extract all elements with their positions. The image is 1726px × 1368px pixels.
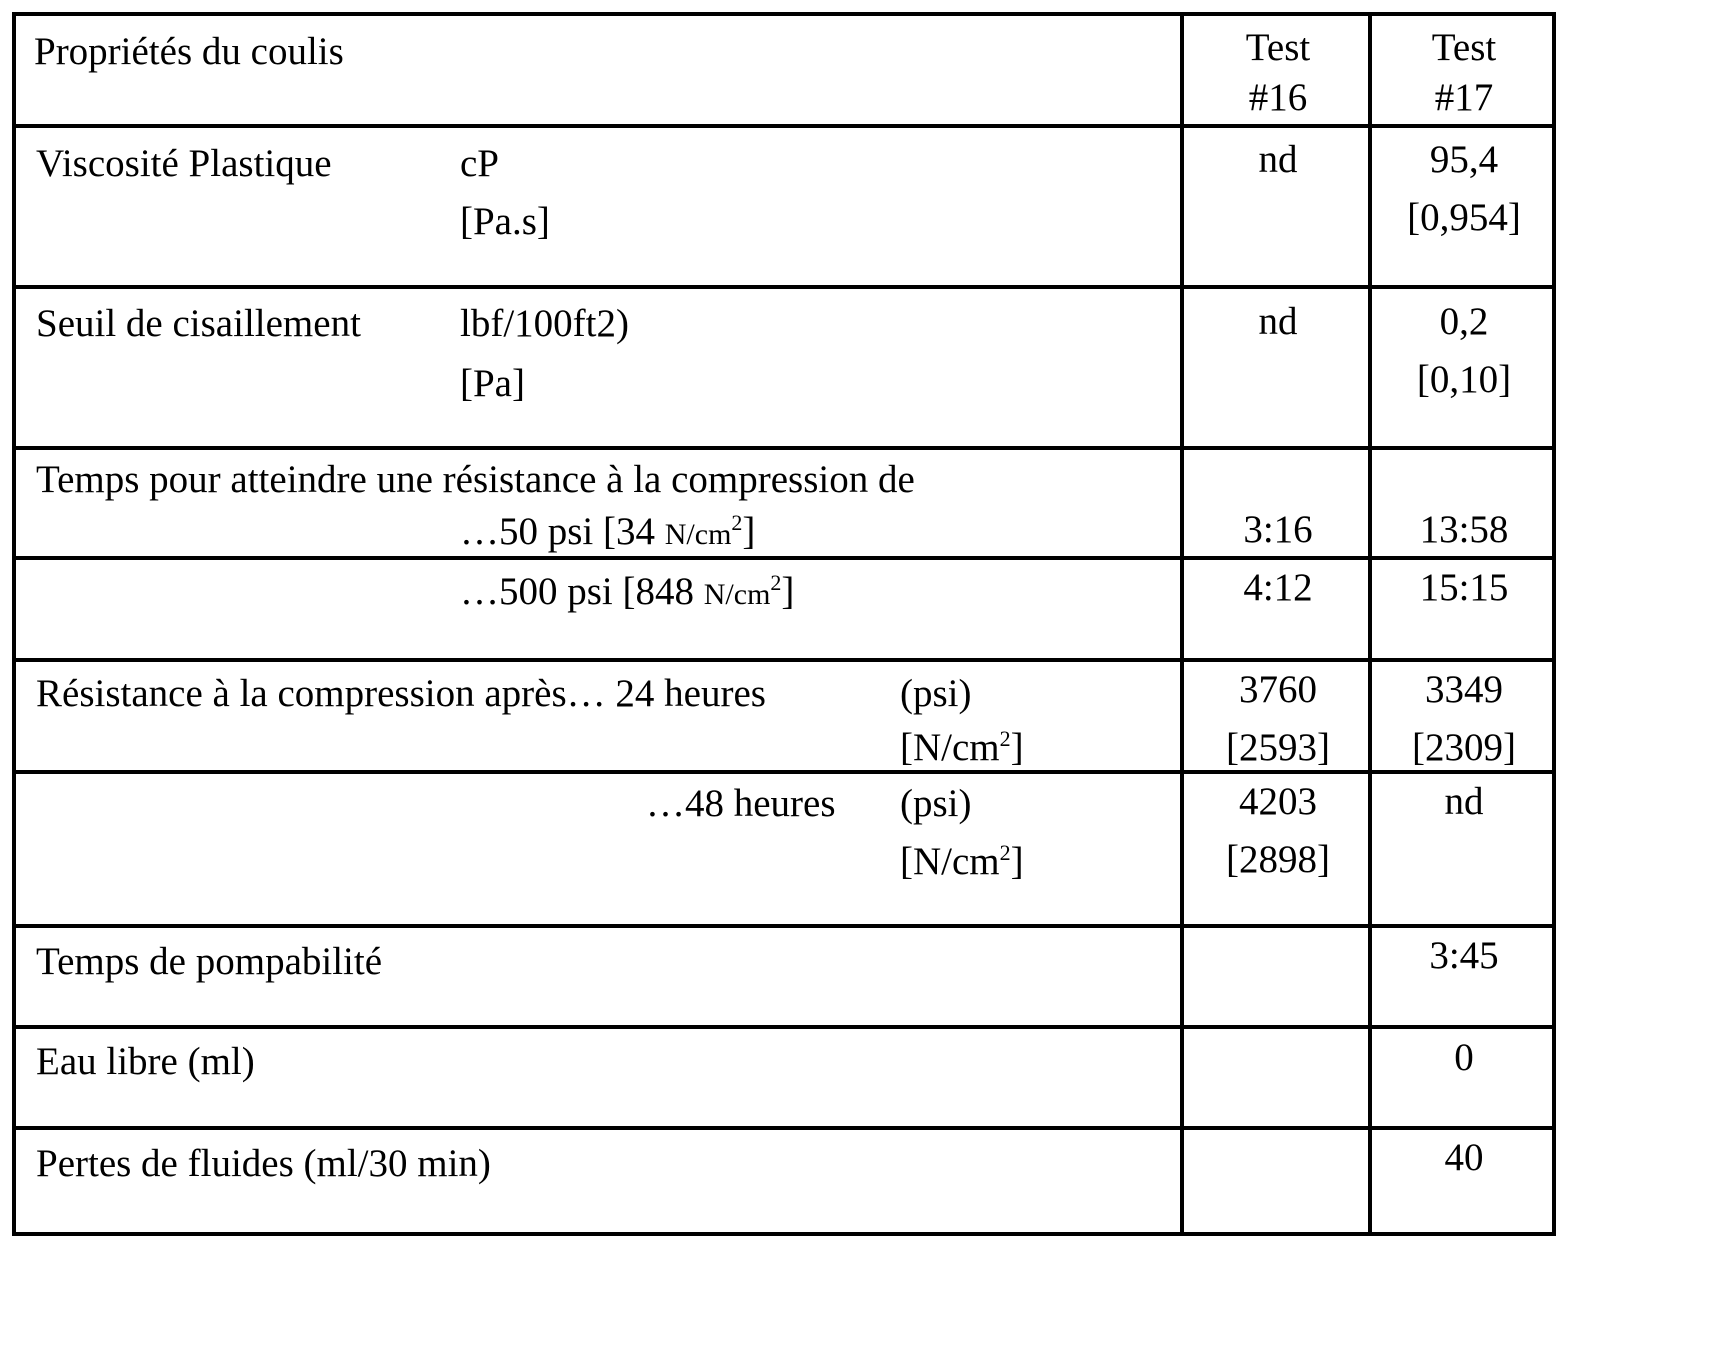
- viscosity-test16: nd: [1258, 138, 1298, 181]
- viscosity-unit-pas: [Pa.s]: [460, 200, 550, 243]
- compressive-48h-test17: nd: [1444, 780, 1484, 823]
- row-divider: [16, 556, 1552, 560]
- yield-test16: nd: [1258, 300, 1298, 343]
- time-strength-500psi: [460, 570, 794, 617]
- compressive-24h-label: Résistance à la compression après… 24 heures: [36, 672, 766, 715]
- compressive-48h-label: …48 heures: [646, 782, 836, 825]
- compressive-24h-test16-si: [2593]: [1226, 726, 1330, 769]
- unit-n: [N/cm: [900, 726, 1000, 769]
- time-strength-50psi: [460, 510, 755, 557]
- compressive-24h-unit-psi: (psi): [900, 672, 972, 715]
- free-water-test17: 0: [1454, 1036, 1474, 1079]
- compressive-48h-test16-si: [2898]: [1226, 838, 1330, 881]
- unit-sup: 2: [999, 840, 1011, 865]
- time-500psi-test16: 4:12: [1243, 566, 1313, 609]
- time-50psi-unit: N/cm: [664, 518, 732, 551]
- header-test16-line2: #16: [1248, 76, 1308, 119]
- viscosity-test17-si: [0,954]: [1407, 196, 1521, 239]
- viscosity-label: Viscosité Plastique: [36, 142, 332, 185]
- viscosity-unit-cp: cP: [460, 142, 499, 185]
- time-500psi-value: …500 psi [848: [460, 570, 704, 613]
- compressive-48h-unit-n: [900, 840, 1024, 884]
- pumpability-label: Temps de pompabilité: [36, 940, 383, 983]
- unit-sup: 2: [999, 726, 1011, 751]
- yield-test17: 0,2: [1439, 300, 1489, 343]
- row-divider: [16, 770, 1552, 774]
- unit-n: [N/cm: [900, 840, 1000, 883]
- unit-close: ]: [1010, 726, 1024, 769]
- compressive-24h-test17-si: [2309]: [1412, 726, 1516, 769]
- time-500psi-unit: N/cm: [703, 578, 771, 611]
- time-50psi-test16: 3:16: [1243, 508, 1313, 551]
- header-test17-line1: Test: [1431, 26, 1497, 69]
- fluid-loss-test17: 40: [1444, 1136, 1484, 1179]
- time-500psi-close: ]: [781, 570, 795, 613]
- row-divider: [16, 1126, 1552, 1130]
- time-500psi-test17: 15:15: [1419, 566, 1509, 609]
- compressive-48h-unit-psi: (psi): [900, 782, 972, 825]
- row-divider: [16, 446, 1552, 450]
- time-50psi-close: ]: [742, 510, 756, 553]
- grout-properties-table: [12, 12, 1556, 1236]
- yield-unit-pa: [Pa]: [460, 362, 525, 405]
- header-test16-line1: Test: [1245, 26, 1311, 69]
- row-divider: [16, 924, 1552, 928]
- time-strength-label: Temps pour atteindre une résistance à la compression de: [36, 458, 915, 501]
- yield-test17-si: [0,10]: [1416, 358, 1512, 401]
- compressive-24h-unit-n: [900, 726, 1024, 770]
- unit-close: ]: [1010, 840, 1024, 883]
- row-divider: [16, 285, 1552, 289]
- compressive-24h-test17: 3349: [1425, 668, 1503, 711]
- time-50psi-sup: 2: [731, 510, 743, 535]
- time-500psi-sup: 2: [770, 570, 782, 595]
- fluid-loss-label: Pertes de fluides (ml/30 min): [36, 1142, 491, 1185]
- row-divider: [16, 124, 1552, 128]
- time-50psi-test17: 13:58: [1419, 508, 1509, 551]
- header-property-label: Propriétés du coulis: [34, 30, 344, 73]
- column-divider: [1180, 16, 1184, 1232]
- yield-unit-lbf: lbf/100ft2): [460, 302, 629, 345]
- time-50psi-value: …50 psi [34: [460, 510, 665, 553]
- compressive-48h-test16: 4203: [1239, 780, 1317, 823]
- pumpability-test17: 3:45: [1429, 934, 1499, 977]
- yield-label: Seuil de cisaillement: [36, 302, 361, 345]
- row-divider: [16, 1025, 1552, 1029]
- row-divider: [16, 658, 1552, 662]
- compressive-24h-test16: 3760: [1239, 668, 1317, 711]
- header-test17-line2: #17: [1434, 76, 1494, 119]
- free-water-label: Eau libre (ml): [36, 1040, 255, 1083]
- viscosity-test17: 95,4: [1429, 138, 1499, 181]
